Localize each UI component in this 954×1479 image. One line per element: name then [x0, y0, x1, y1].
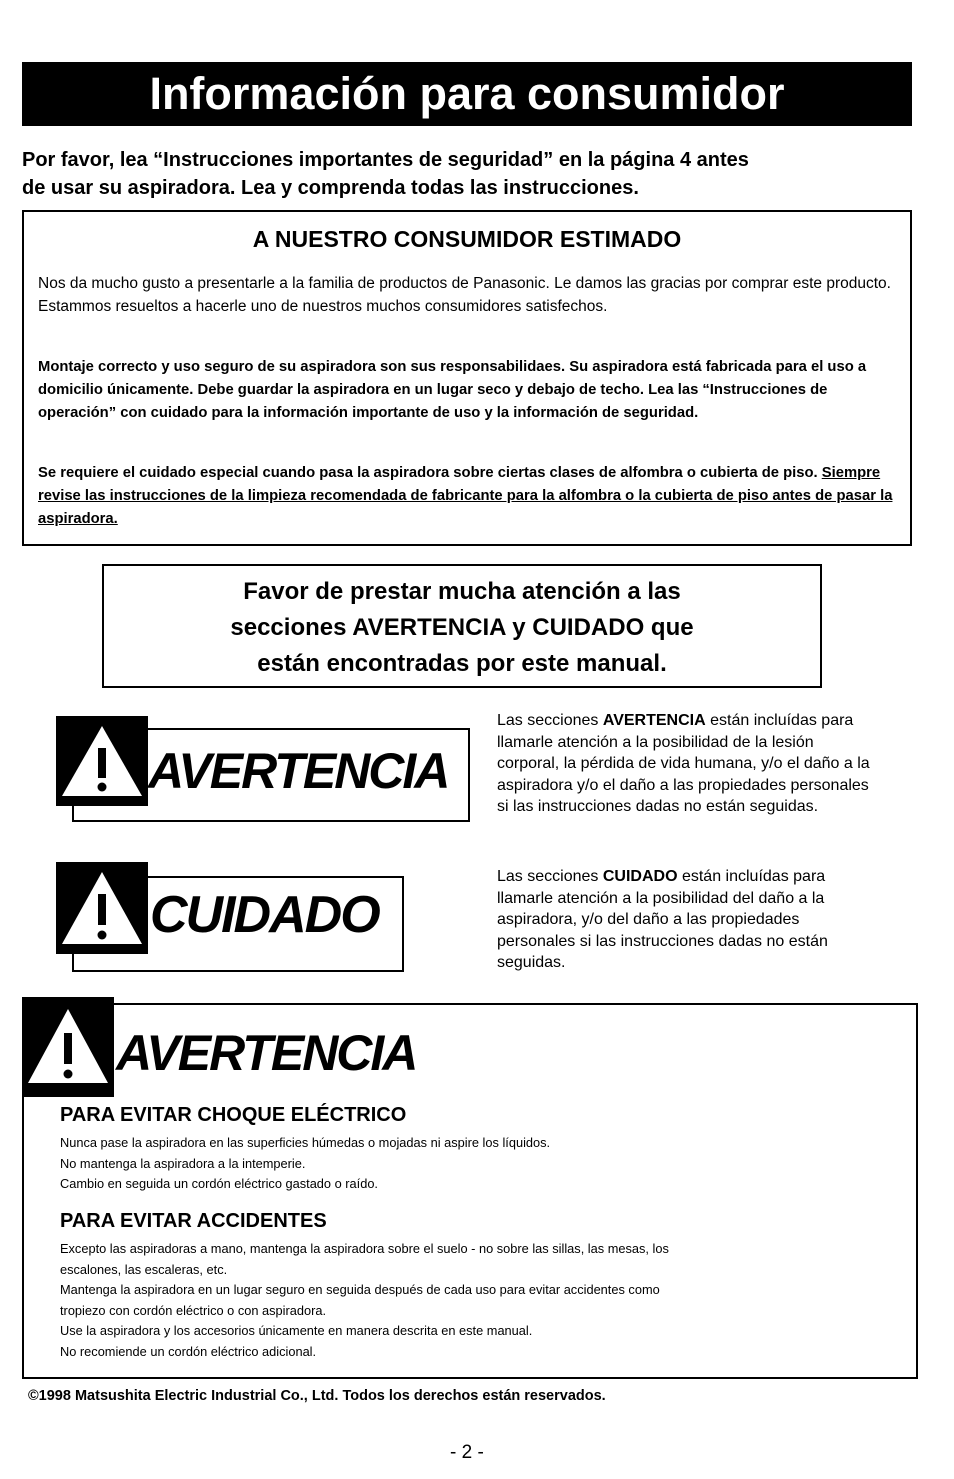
consumer-paragraph-1: Nos da mucho gusto a presentarle a la familia de productos de Panasonic. Le damos las gracias por comprar este producto. Estammos resueltos a hacerle uno de nuestros muchos consumidores satisfechos.	[38, 275, 891, 315]
cuidado-label-block	[56, 862, 148, 954]
consumer-paragraph-3-plain: Se requiere el cuidado especial cuando pasa la aspiradora sobre ciertas clases de alfombra o cubierta de piso.	[38, 465, 822, 481]
cuidado-desc-after: están incluídas para llamarle atención a la posibilidad del daño a la aspiradora, y/o del daño a las propiedades personales si las instrucciones dadas no están seguidas.	[497, 868, 828, 971]
intro-line-1: Por favor, lea “Instrucciones importantes de seguridad” en la página 4 antes	[22, 149, 749, 171]
avertencia-label-block	[56, 716, 148, 806]
warning-triangle-icon	[56, 862, 148, 954]
avertencia-desc-after: están incluídas para llamarle atención a la posibilidad de la lesión corporal, la pérdida de vida humana, y/o el daño a la aspiradora y/o el daño a las propiedades personales si las instrucciones dadas no están seguidas.	[497, 712, 870, 815]
avertencia-label-word: AVERTENCIA	[148, 743, 449, 799]
warning-box-word: AVERTENCIA	[116, 1025, 417, 1081]
section-line: Use la aspiradora y los accesorios únicamente en manera descrita en este manual.	[60, 1323, 533, 1338]
section-line: tropiezo con cordón eléctrico o con aspiradora.	[60, 1302, 327, 1318]
section-line: Excepto las aspiradoras a mano, mantenga la aspiradora sobre el suelo - no sobre las sillas, las mesas, los	[60, 1241, 669, 1256]
avertencia-description	[497, 710, 877, 818]
warning-triangle-icon	[56, 716, 148, 806]
warning-triangle-icon	[22, 997, 114, 1097]
cuidado-desc-before: Las secciones	[497, 868, 603, 885]
attention-line-2: secciones AVERTENCIA y CUIDADO que	[230, 614, 694, 641]
attention-box	[102, 564, 822, 688]
page-number: - 2 -	[450, 1442, 484, 1463]
section-line: Cambio en seguida un cordón eléctrico gastado o raído.	[60, 1176, 378, 1191]
section-line: Nunca pase la aspiradora en las superficies húmedas o mojadas ni aspire los líquidos.	[60, 1135, 551, 1150]
consumer-box	[22, 210, 912, 546]
section-accidents-title: PARA EVITAR ACCIDENTES	[60, 1210, 327, 1232]
cuidado-label-word: CUIDADO	[150, 886, 379, 944]
avertencia-desc-before: Las secciones	[497, 712, 603, 729]
attention-line-3: están encontradas por este manual.	[257, 650, 667, 677]
cuidado-description	[497, 866, 877, 974]
consumer-paragraph-3-underlined: Siempre revise las instrucciones de la limpieza recomendada de fabricante para la alfombra o la cubierta de piso antes de pasar la aspiradora.	[38, 465, 893, 527]
section-line: No mantenga la aspiradora a la intemperie.	[60, 1155, 306, 1171]
avertencia-desc-bold: AVERTENCIA	[602, 712, 706, 729]
intro-line-2: de usar su aspiradora. Lea y comprenda todas las instrucciones.	[22, 177, 639, 199]
copyright: ©1998 Matsushita Electric Industrial Co., Ltd. Todos los derechos están reservados.	[28, 1388, 606, 1404]
cuidado-desc-bold: CUIDADO	[602, 868, 678, 885]
intro-text	[22, 146, 912, 202]
warning-box-block	[22, 997, 114, 1097]
consumer-paragraph-2: Montaje correcto y uso seguro de su aspiradora son sus responsabilidaes. Su aspiradora está fabricada para el uso a domicilio únicamente. Debe guardar la aspiradora en un lugar seco y debajo de techo. Lea las “Instrucciones de operación” con cuidado para la información importante de uso y la información de seguridad.	[38, 359, 867, 421]
section-electric-lines	[60, 1133, 900, 1195]
page-title: Información para consumidor	[22, 62, 912, 126]
section-accidents-lines	[60, 1239, 905, 1362]
section-electric-title: PARA EVITAR CHOQUE ELÉCTRICO	[60, 1104, 407, 1126]
section-line: No recomiende un cordón eléctrico adicional.	[60, 1343, 317, 1359]
consumer-paragraph-3	[38, 462, 898, 531]
section-line: Mantenga la aspiradora en un lugar seguro en seguida después de cada uso para evitar accidentes como	[60, 1282, 660, 1297]
consumer-box-title: A NUESTRO CONSUMIDOR ESTIMADO	[252, 226, 682, 252]
section-line: escalones, las escaleras, etc.	[60, 1261, 228, 1277]
attention-line-1: Favor de prestar mucha atención a las	[243, 578, 681, 605]
